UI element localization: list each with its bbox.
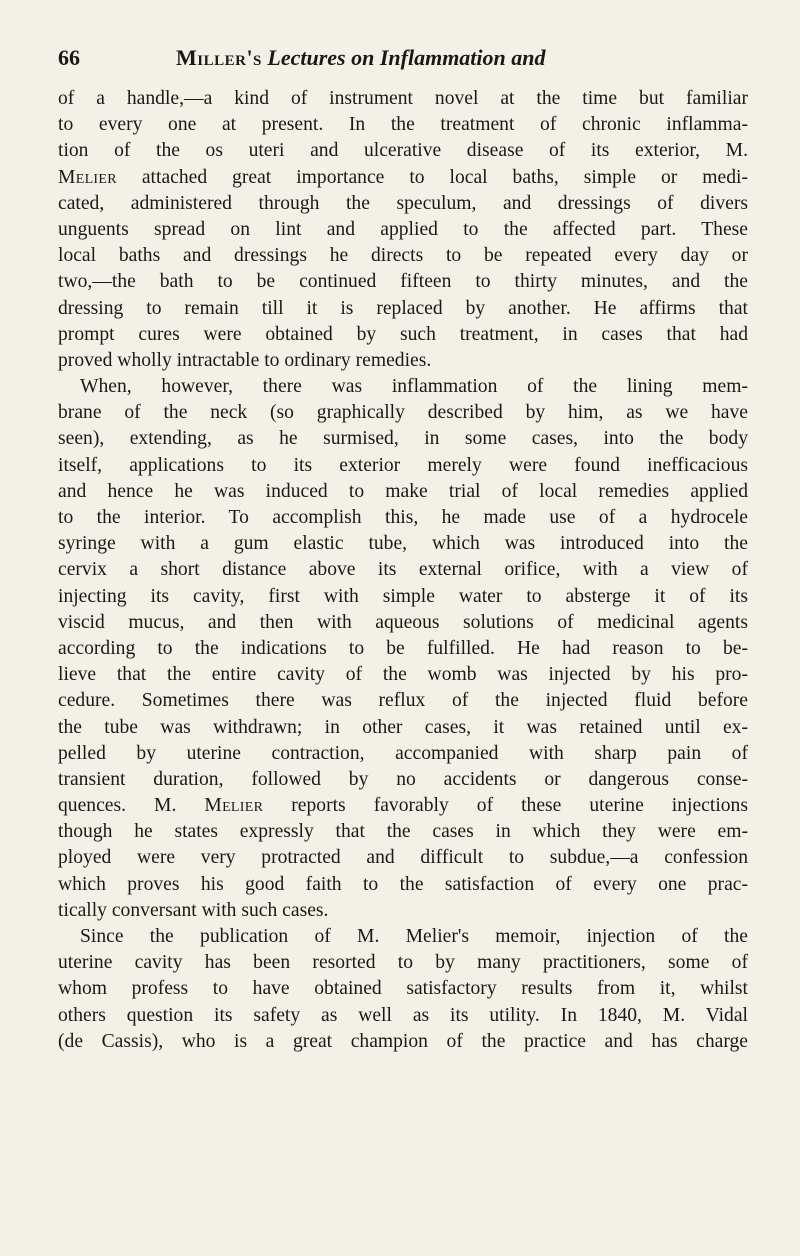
text-line: transient duration, followed by no accidents or dangerous conse- bbox=[58, 768, 748, 790]
text-line: lieve that the entire cavity of the womb was injected by his pro- bbox=[58, 664, 748, 686]
text-line bbox=[58, 793, 748, 819]
text-line: seen), extending, as he surmised, in some cases, into the body bbox=[58, 428, 748, 450]
text-line: though he states expressly that the cases in which they were em- bbox=[58, 821, 748, 843]
text-line: local baths and dressings he directs to be repeated every day or bbox=[58, 245, 748, 267]
text-line: the tube was withdrawn; in other cases, it was retained until ex- bbox=[58, 716, 748, 738]
text-line: (de Cassis), who is a great champion of the practice and has charge bbox=[58, 1030, 748, 1052]
text-line: injecting its cavity, first with simple water to absterge it of its bbox=[58, 585, 748, 607]
text-line bbox=[58, 165, 748, 191]
text-line: according to the indications to be fulfilled. He had reason to be- bbox=[58, 637, 748, 659]
text-line: brane of the neck (so graphically described by him, as we have bbox=[58, 402, 748, 424]
text-line: uterine cavity has been resorted to by many practitioners, some of bbox=[58, 952, 748, 974]
text-line: When, however, there was inflammation of the lining mem- bbox=[80, 376, 748, 398]
text-line: viscid mucus, and then with aqueous solutions of medicinal agents bbox=[58, 611, 748, 633]
line-segment: quences. M. bbox=[58, 795, 177, 817]
text-line: syringe with a gum elastic tube, which was introduced into the bbox=[58, 533, 748, 555]
text-line: Since the publication of M. Melier's memoir, injection of the bbox=[80, 926, 748, 947]
text-line: two,—the bath to be continued fifteen to thirty minutes, and the bbox=[58, 271, 748, 293]
text-line: cated, administered through the speculum, and dressings of divers bbox=[58, 192, 748, 214]
text-line: prompt cures were obtained by such treatment, in cases that had bbox=[58, 323, 748, 345]
running-head-title: Lectures on Inflammation and bbox=[267, 45, 546, 70]
line-segment: reports favorably of these uterine injections bbox=[291, 795, 748, 817]
text-line: ployed were very protracted and difficult to subdue,—a confession bbox=[58, 847, 748, 869]
text-line: to the interior. To accomplish this, he made use of a hydrocele bbox=[58, 507, 748, 528]
text-line: cervix a short distance above its external orifice, with a view of bbox=[58, 559, 748, 581]
page-header bbox=[58, 40, 748, 76]
line-segment: attached great importance to local baths, simple or medi- bbox=[141, 166, 748, 188]
text-line: cedure. Sometimes there was reflux of the injected fluid before bbox=[58, 690, 748, 712]
text-line: pelled by uterine contraction, accompanied with sharp pain of bbox=[58, 742, 748, 764]
text-line: itself, applications to its exterior merely were found inefficacious bbox=[58, 454, 748, 476]
author-name: Melier bbox=[204, 795, 264, 817]
text-line: unguents spread on lint and applied to the affected part. These bbox=[58, 218, 748, 240]
text-line: others question its safety as well as its utility. In 1840, M. Vidal bbox=[58, 1004, 748, 1026]
text-line: proved wholly intractable to ordinary remedies. bbox=[58, 349, 432, 371]
text-line: tically conversant with such cases. bbox=[58, 899, 329, 921]
body-text bbox=[58, 86, 748, 1055]
running-head bbox=[176, 40, 546, 76]
text-line: which proves his good faith to the satisfaction of every one prac- bbox=[58, 873, 748, 895]
text-line: tion of the os uteri and ulcerative disease of its exterior, M. bbox=[58, 140, 748, 162]
author-name: Melier bbox=[58, 166, 117, 188]
page-number: 66 bbox=[58, 45, 80, 70]
text-line: to every one at present. In the treatment of chronic inflamma- bbox=[58, 114, 748, 136]
text-line: dressing to remain till it is replaced by another. He affirms that bbox=[58, 297, 748, 319]
text-line: of a handle,—a kind of instrument novel at the time but familiar bbox=[58, 88, 748, 109]
text-line: and hence he was induced to make trial of local remedies applied bbox=[58, 480, 748, 502]
running-head-author: Miller's bbox=[176, 45, 262, 70]
text-line: whom profess to have obtained satisfactory results from it, whilst bbox=[58, 978, 748, 1000]
